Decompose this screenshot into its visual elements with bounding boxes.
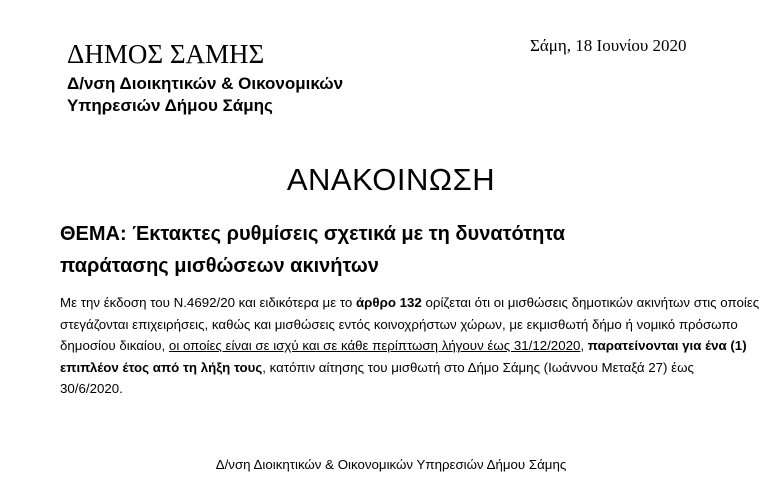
validity-condition: οι οποίες είναι σε ισχύ και σε κάθε περίπτωση λήγουν έως 31/12/2020	[168, 338, 581, 353]
announcement-title: ΑΝΑΚΟΙΝΩΣΗ	[286, 162, 496, 197]
body-text-part-3: ,	[580, 338, 588, 353]
municipality-name: ΔΗΜΟΣ ΣΑΜΗΣ	[67, 39, 265, 69]
subject-line-2: παράτασης μισθώσεων ακινήτων	[60, 255, 379, 277]
article-reference: άρθρο 132	[356, 295, 422, 310]
department-line-2: Υπηρεσιών Δήμου Σάμης	[67, 96, 273, 115]
body-text-part-4: , κατόπιν αίτησης του μισθωτή στο Δήμο Σάμης (Ιωάννου Μεταξά 27) έως 30/6/2020.	[60, 359, 694, 396]
footer-signature: Δ/νση Διοικητικών & Οικονομικών Υπηρεσιών Δήμου Σάμης	[215, 457, 567, 472]
body-text-part-2: ορίζεται ότι οι μισθώσεις δημοτικών ακινήτων στις οποίες στεγάζονται επιχειρήσεις, καθώς και μισθώσεις εντός κοινοχρήστων χώρων, με εκμισθωτή δήμο ή νομικό πρόσωπο δημοσίου δικαίου,	[60, 295, 760, 353]
subject-line-1: ΘΕΜΑ: Έκτακτες ρυθμίσεις σχετικά με τη δυνατότητα	[60, 223, 565, 245]
department-name	[67, 73, 343, 117]
announcement-body	[60, 292, 760, 400]
subject-heading	[60, 218, 760, 282]
document-date: Σάμη, 18 Ιουνίου 2020	[530, 36, 687, 55]
department-line-1: Δ/νση Διοικητικών & Οικονομικών	[67, 74, 344, 93]
extension-statement: παρατείνονται για ένα (1) επιπλέον έτος από τη λήξη τους	[60, 338, 747, 375]
body-text-part-1: Με την έκδοση του Ν.4692/20 και ειδικότερα με το	[60, 295, 356, 310]
